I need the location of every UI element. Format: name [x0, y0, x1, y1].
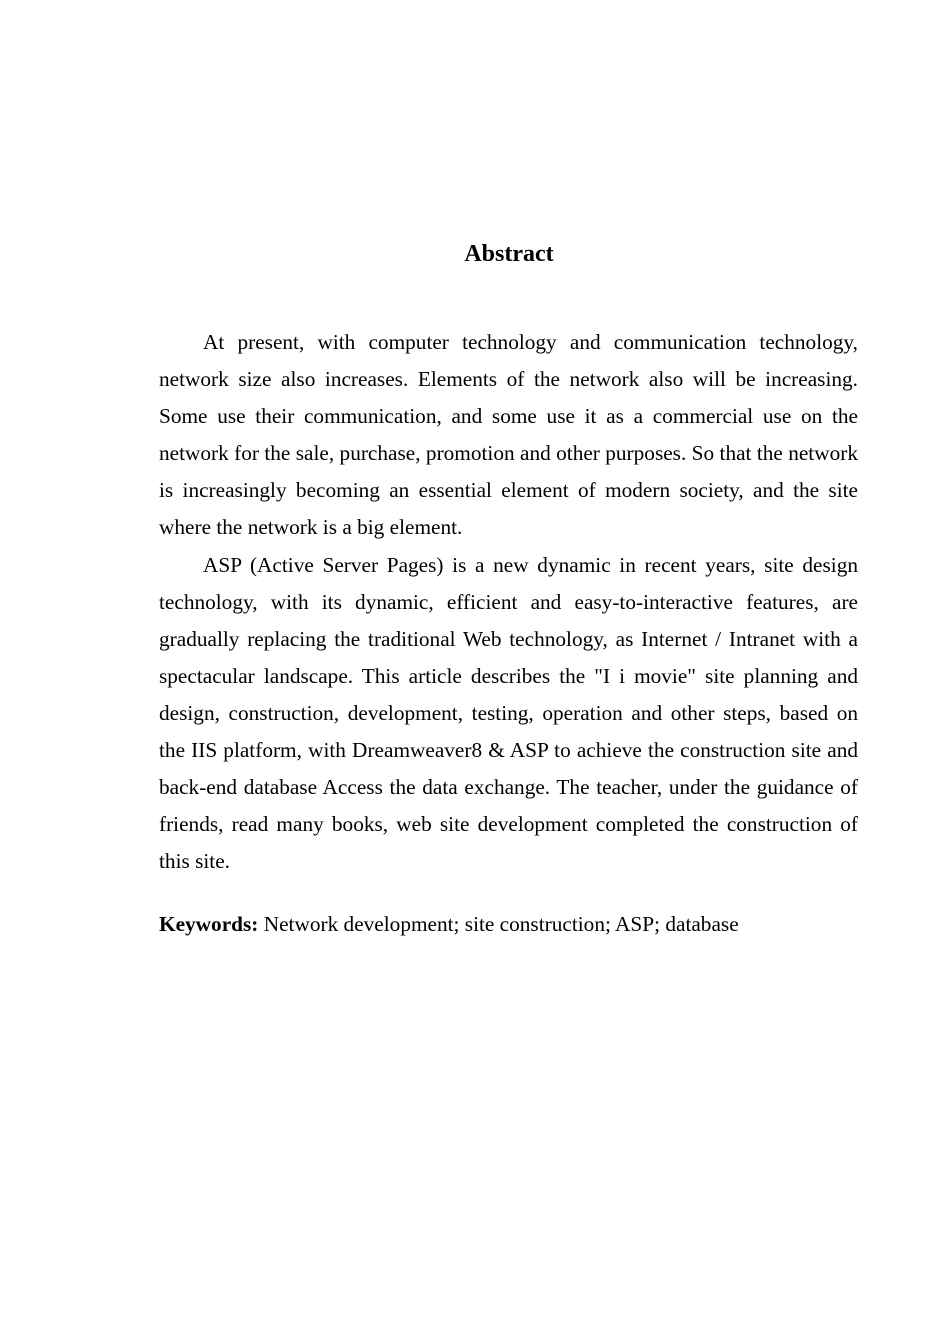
keywords-line: [159, 906, 858, 943]
keywords-text: Network development; site construction; ASP; database: [263, 912, 739, 936]
abstract-paragraph-1: At present, with computer technology and communication technology, network size also increases. Elements of the network also will be increasing. Some use their communication, and some use it as a commercial use on the network for the sale, purchase, promotion and other purposes. So that the network is increasingly becoming an essential element of modern society, and the site where the network is a big element.: [159, 330, 858, 540]
abstract-title: Abstract: [464, 241, 554, 267]
keywords-label: Keywords:: [159, 912, 259, 936]
abstract-paragraph-2: ASP (Active Server Pages) is a new dynamic in recent years, site design technology, with its dynamic, efficient and easy-to-interactive features, are gradually replacing the traditional Web technology, as Internet / Intranet with a spectacular landscape. This article describes the "I i movie" site planning and design, construction, development, testing, operation and other steps, based on the IIS platform, with Dreamweaver8 & ASP to achieve the construction site and back-end database Access the data exchange. The teacher, under the guidance of friends, read many books, web site development completed the construction of this site.: [159, 552, 858, 874]
abstract-body: [159, 324, 858, 880]
